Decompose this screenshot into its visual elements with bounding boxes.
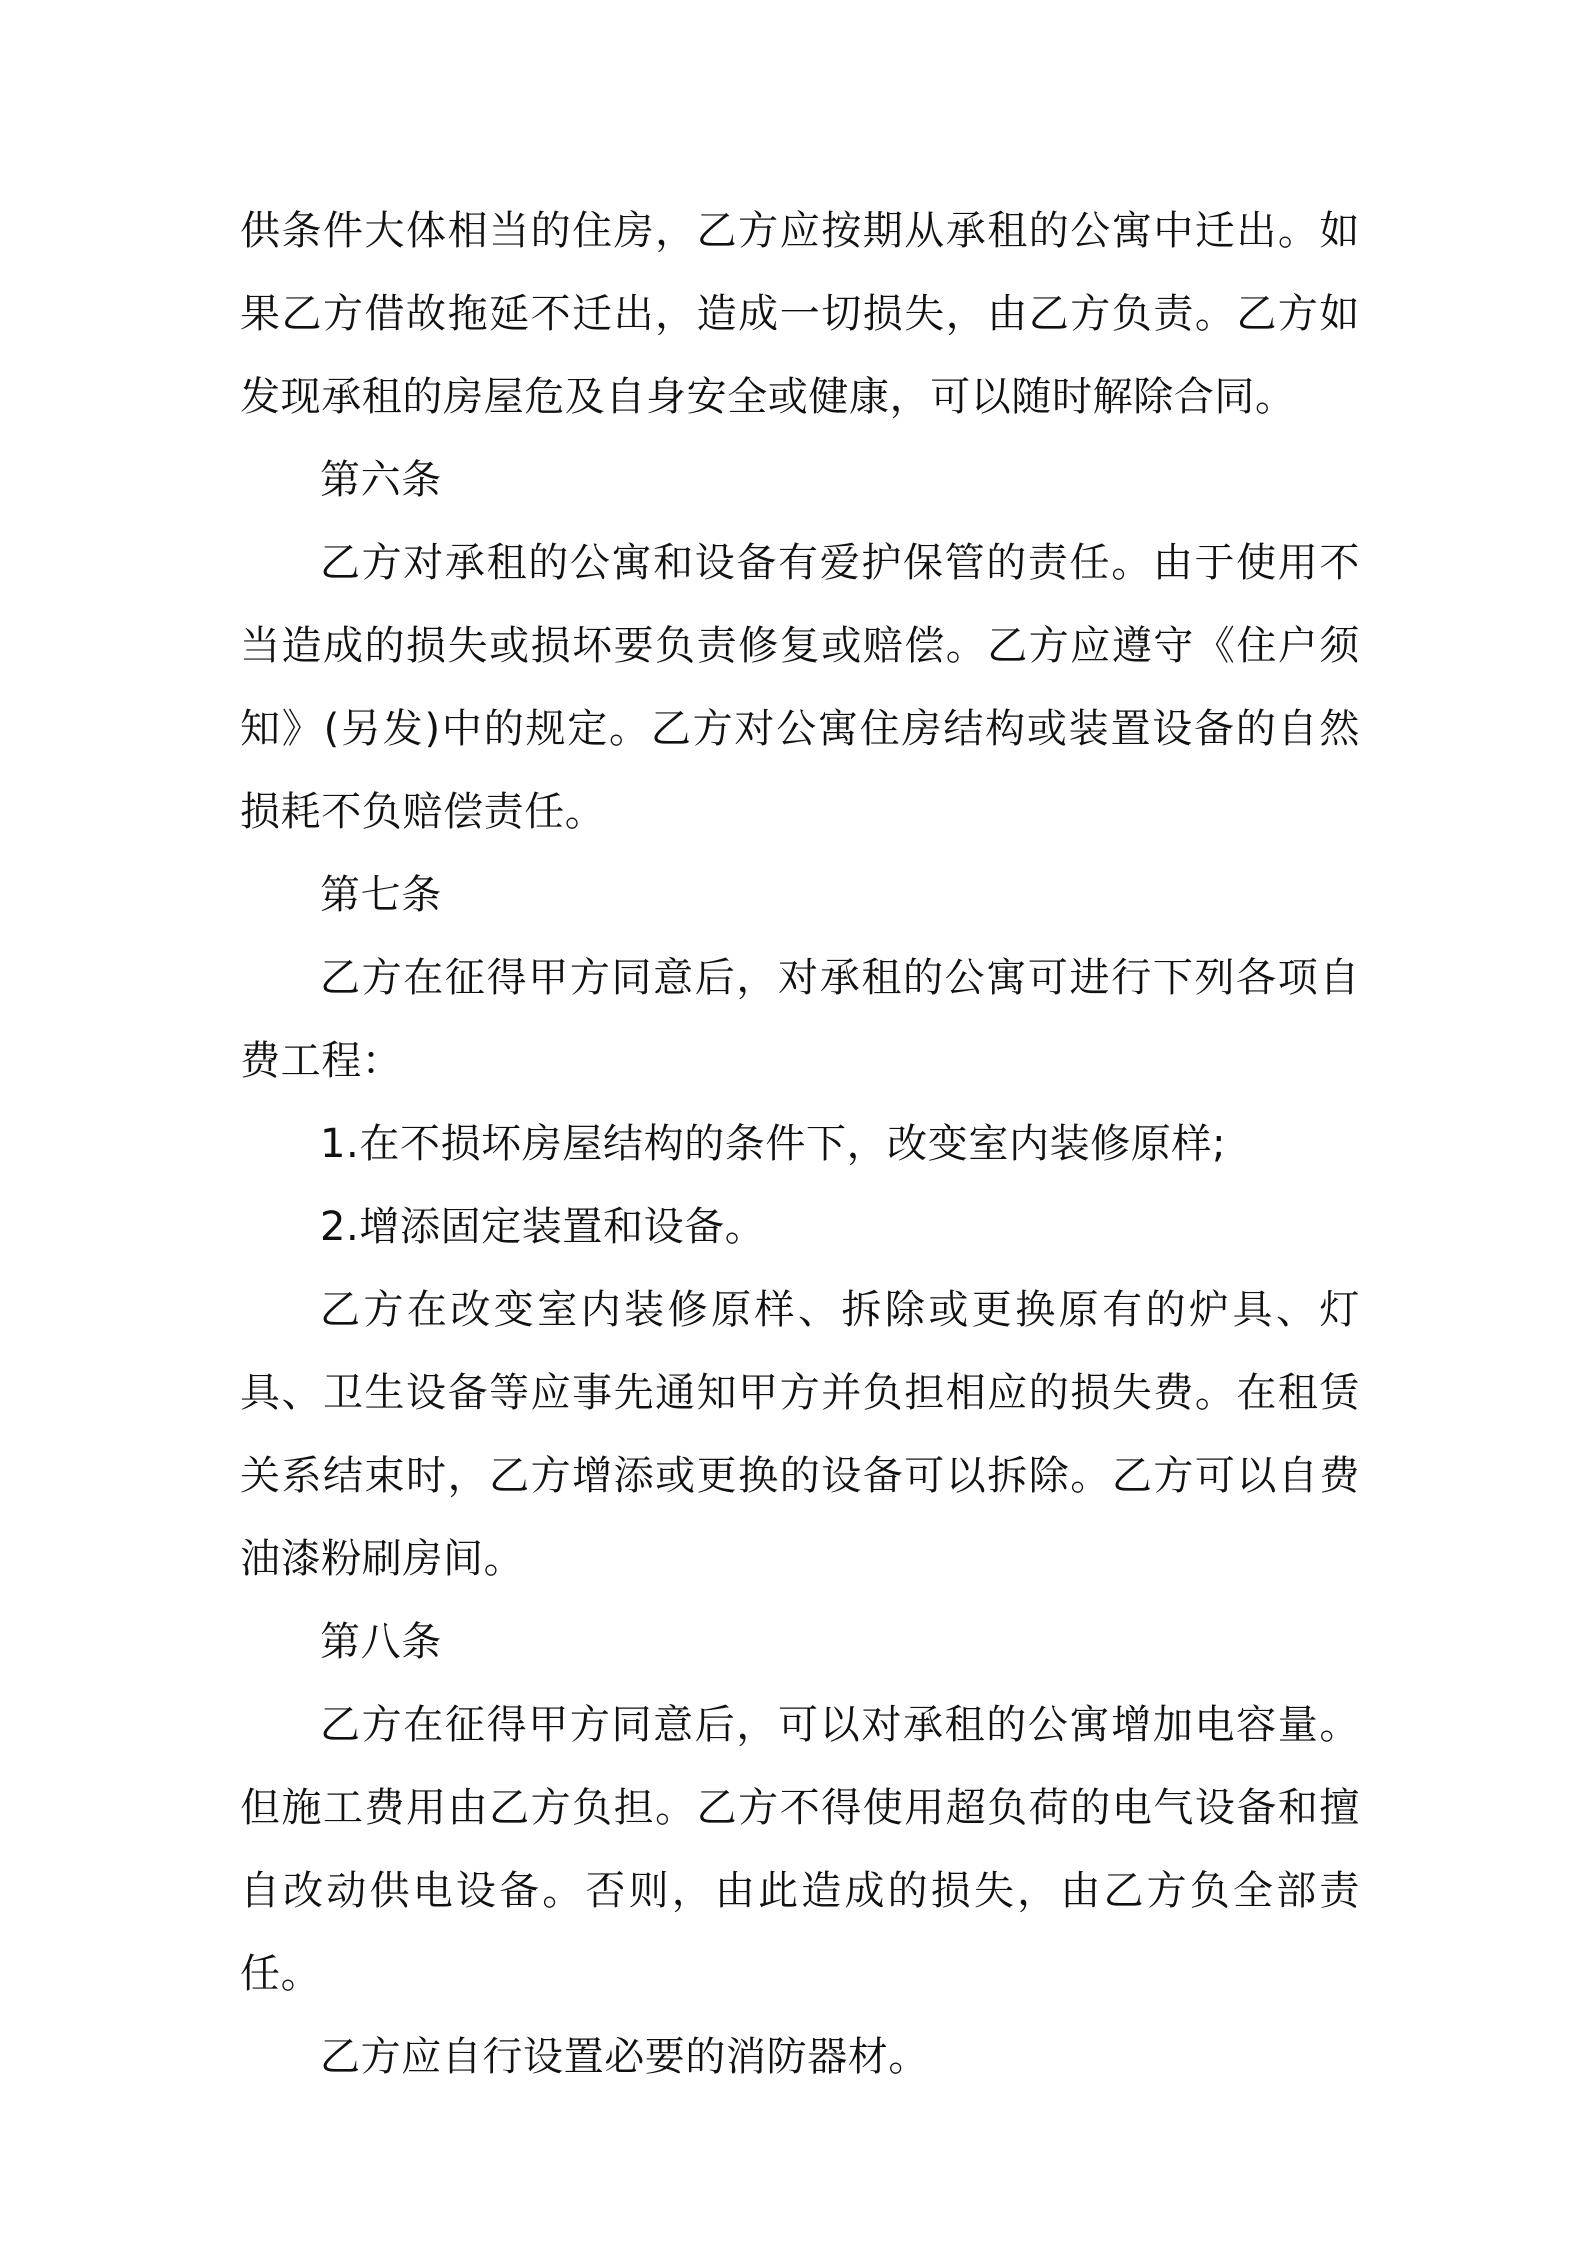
- document-body: [240, 190, 1360, 2099]
- paragraph-article-8: 乙方在征得甲方同意后，可以对承租的公寓增加电容量。但施工费用由乙方负担。乙方不得使用超负荷的电气设备和擅自改动供电设备。否则，由此造成的损失，由乙方负全部责任。: [240, 1702, 1360, 1997]
- list-item-1: 1.在不损坏房屋结构的条件下，改变室内装修原样;: [320, 1121, 1227, 1167]
- paragraph-continued: 供条件大体相当的住房，乙方应按期从承租的公寓中迁出。如果乙方借故拖延不迁出，造成一切损失，由乙方负责。乙方如发现承租的房屋危及自身安全或健康，可以随时解除合同。: [240, 208, 1360, 420]
- paragraph-article-7-intro: 乙方在征得甲方同意后，对承租的公寓可进行下列各项自费工程：: [240, 955, 1360, 1084]
- paragraph-article-6: 乙方对承租的公寓和设备有爱护保管的责任。由于使用不当造成的损失或损坏要负责修复或赔偿。乙方应遵守《住户须知》(另发)中的规定。乙方对公寓住房结构或装置设备的自然损耗不负赔偿责任。: [240, 540, 1360, 835]
- article-heading-6: 第六条: [320, 457, 442, 503]
- list-item-2: 2.增添固定装置和设备。: [320, 1204, 766, 1250]
- article-heading-8: 第八条: [320, 1619, 442, 1665]
- article-heading-7: 第七条: [320, 872, 442, 918]
- paragraph-article-7-detail: 乙方在改变室内装修原样、拆除或更换原有的炉具、灯具、卫生设备等应事先通知甲方并负担相应的损失费。在租赁关系结束时，乙方增添或更换的设备可以拆除。乙方可以自费油漆粉刷房间。: [240, 1287, 1360, 1582]
- paragraph-fire-equipment: 乙方应自行设置必要的消防器材。: [320, 2034, 929, 2080]
